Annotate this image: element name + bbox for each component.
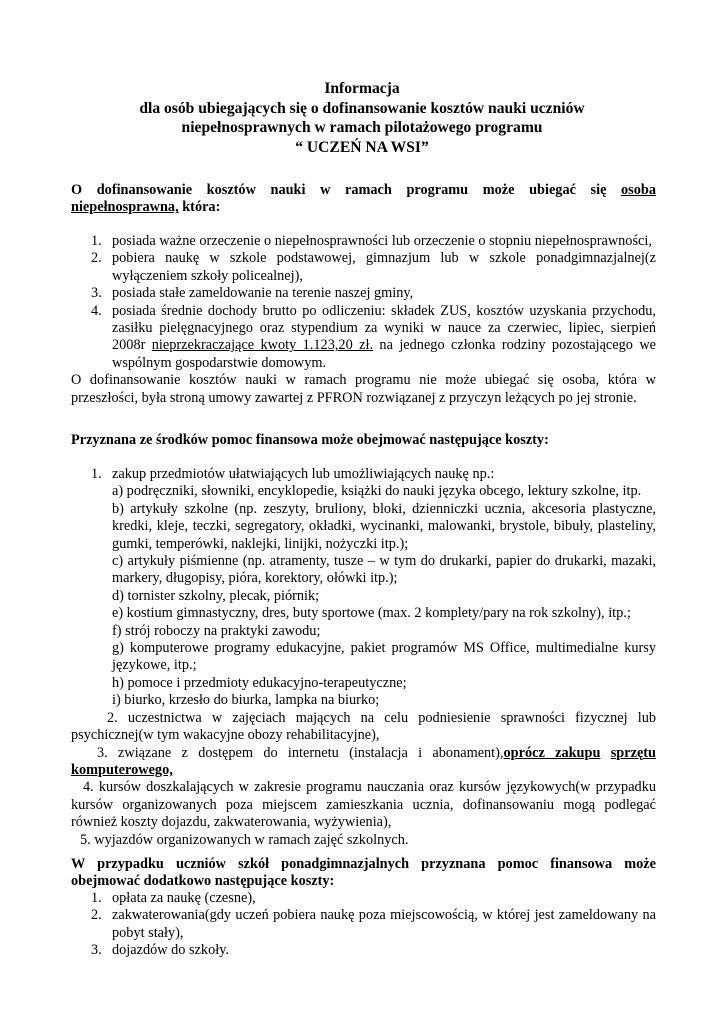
sub-item: f) strój roboczy na praktyki zawodu; (112, 622, 321, 639)
exclusion-paragraph: O dofinansowanie kosztów nauki w ramach programu nie może ubiegać się osoba, która w przeszłości, była stroną umowy zawartej z PFRON rozwiązanej z przyczyn leżących po jej stronie. (71, 372, 656, 406)
list-item: 1. opłata za naukę (czesne), (91, 890, 256, 906)
document-title (60, 79, 664, 157)
title-line-2: dla osób ubiegających się o dofinansowanie kosztów nauki uczniów (139, 99, 585, 117)
list-item: 5. wyjazdów organizowanych w ramach zajęć szkolnych. (80, 831, 409, 848)
list-item: 2. pobiera naukę w szkole podstawowej, gimnazjum lub w szkole ponadgimnazjalnej(z wyłączeniem szkoły policealnej), (91, 250, 656, 284)
sub-item: c) artykuły piśmienne (np. atramenty, tusze – w tym do drukarki, papier do drukarki, mazaki, markery, długopisy, pióra, korektory, ołówki itp.); (112, 553, 656, 587)
eligibility-list (71, 233, 656, 407)
secondary-list (71, 890, 656, 960)
sub-item: g) komputerowe programy edukacyjne, pakiet programów MS Office, multimedialne kursy językowe, itp.; (112, 640, 656, 674)
title-line-4: “ UCZEŃ NA WSI” (295, 138, 429, 156)
list-item: 4. kursów doszkalających w zakresie programu nauczania oraz kursów językowych(w przypadku kursów organizowanych poza miejscem zamieszkania ucznia, dofinansowaniu mogą podlegać również koszty dojazdu, zakwaterowania, wyżywienia), (71, 779, 656, 831)
sub-item: i) biurko, krzesło do biurka, lampka na biurko; (112, 692, 380, 709)
list-item: 1. posiada ważne orzeczenie o niepełnosprawności lub orzeczenie o stopniu niepełnosprawności, (91, 233, 652, 249)
list-item: 4. posiada średnie dochody brutto po odliczeniu: składek ZUS, kosztów uzyskania przychodu, zasiłku pielęgnacyjnego oraz stypendium za wyniki w nauce za czerwiec, lipiec, sierpień 2008r nieprzekraczające kwoty 1.123,20 zł. na jednego członka rodziny pozostającego we wspólnym gospodarstwie domowym. (91, 302, 656, 371)
list-item: 2. uczestnictwa w zajęciach mających na celu podniesienie sprawności fizycznej lub psychicznej(w tym wakacyjne obozy rehabilitacyjne), (71, 709, 656, 744)
eligibility-intro: O dofinansowanie kosztów nauki w ramach programu może ubiegać się osoba niepełnosprawna, która: (71, 182, 656, 216)
title-line-3: niepełnosprawnych w ramach pilotażowego programu (181, 119, 543, 137)
sub-item: b) artykuły szkolne (np. zeszyty, bruliony, bloki, dzienniczki ucznia, akcesoria plastyczne, kredki, kleje, teczki, segregatory, okładki, wycinanki, malowanki, brystole, bibuły, plasteliny, gumki, temperówki, naklejki, linijki, nożyczki itp.); (112, 500, 656, 552)
list-item: 2. zakwaterowania(gdy uczeń pobiera naukę poza miejscowością, w której jest zameldowany na pobyt stały), (91, 907, 656, 941)
list-item: 1. zakup przedmiotów ułatwiających lub umożliwiających naukę np.: (91, 466, 495, 482)
sub-item: e) kostium gimnastyczny, dres, buty sportowe (max. 2 komplety/pary na rok szkolny), itp.; (112, 605, 631, 622)
list-item: 3. związane z dostępem do internetu (instalacja i abonament),oprócz zakupu sprzętu komputerowego, (71, 744, 656, 778)
sub-item: d) tornister szkolny, plecak, piórnik; (112, 587, 320, 604)
list-item: 3. posiada stałe zameldowanie na terenie naszej gminy, (91, 285, 414, 302)
sub-item: h) pomoce i przedmioty edukacyjno-terapeutyczne; (112, 674, 407, 691)
costs-heading: Przyznana ze środków pomoc finansowa może obejmować następujące koszty: (71, 432, 549, 448)
secondary-heading: W przypadku uczniów szkół ponadgimnazjalnych przyznana pomoc finansowa może obejmować dodatkowo następujące koszty: (71, 856, 656, 890)
title-line-1: Informacja (324, 80, 400, 97)
list-item: 3. dojazdów do szkoły. (91, 942, 229, 959)
sub-item: a) podręczniki, słowniki, encyklopedie, książki do nauki języka obcego, lektury szkolne, itp. (112, 483, 642, 500)
costs-list (71, 466, 656, 849)
